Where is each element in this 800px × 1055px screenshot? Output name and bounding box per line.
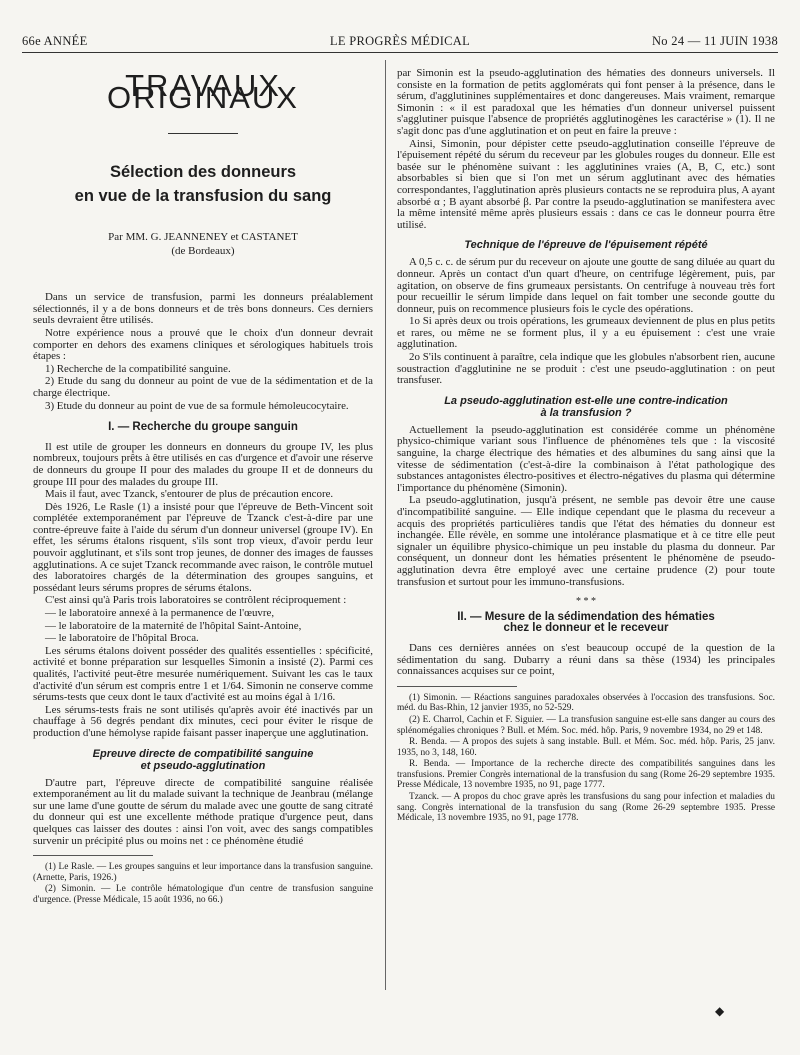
list-item: 3) Etude du donneur au point de vue de sa formule hémoleucocytaire. xyxy=(45,399,349,412)
paragraph: C'est ainsi qu'à Paris trois laboratoires se contrôlent réciproquement : xyxy=(45,594,347,607)
right-column xyxy=(397,68,775,825)
article-title xyxy=(33,160,373,208)
paragraph: Actuellement la pseudo-agglutination est considérée comme un phénomène physico-chimique variant sous l'influence de phénomènes tels que : la viscosité sanguine, la charge électrique des hématies et des albumines du sang ainsi que la vitesse de sédimentation (c'est-à-dire la combinaison à l'état pathologique des substances antagonistes électro-positives et électro-négatives du plasma qui détermine l'importance du phénomène (Simonin). xyxy=(397,423,775,494)
paragraph: Dès 1926, Le Rasle (1) a insisté pour que l'épreuve de Beth-Vincent soit complétée extemporanément par l'épreuve de Tzanck c'est-à-dire par une contre-épreuve faite à l'aide du sérum d'un donneur universel (groupe IV). En effet, les sérums étalons risquent, s'ils sont trop vieux, d'avoir perdu leur pouvoir agglutinant, et s'ils sont trop jeunes, de donner des images de fausses agglutinations. A ce sujet Tzanck recommande avec raison, le contrôle mutuel des laboratoires chargés de la détermination des groupes sanguins, et possédant leurs sérums propres de sérums étalons. xyxy=(33,500,373,594)
paragraph: Dans un service de transfusion, parmi les donneurs préalablement sélectionnés, il y a de bons donneurs et de très bons donneurs. Ces derniers seuls devraient être utilisés. xyxy=(33,291,373,327)
list-item: — le laboratoire de l'hôpital Broca. xyxy=(45,632,199,645)
list-item: 2) Etude du sang du donneur au point de vue de la sédimentation et de la charge électrique. xyxy=(33,375,373,399)
left-column xyxy=(33,60,373,907)
paragraph: Dans ces dernières années on s'est beaucoup occupé de la question de la sédimentation du sang. Dubarry a réuni dans sa thèse (1934) les principales connaissances acquises sur ce point, xyxy=(397,641,775,678)
footnote: (2) E. Charrol, Cachin et F. Siguier. — La transfusion sanguine est-elle sans danger au cours des splénomégalies chroniques ? Bull. et Mém. Soc. méd. hôp. Paris, 9 novembre 1934, no 29 et 148. xyxy=(397,714,775,736)
article-title-line-2: en vue de la transfusion du sang xyxy=(74,187,332,206)
paragraph: Mais il faut, avec Tzanck, s'entourer de plus de précaution encore. xyxy=(45,488,334,501)
affiliation: (de Bordeaux) xyxy=(171,245,235,258)
footnote: (1) Le Rasle. — Les groupes sanguins et leur importance dans la transfusion sanguine. (Arnette, Paris, 1926.) xyxy=(33,862,373,883)
section-heading-line: II. — Mesure de la sédimendation des hématies xyxy=(457,610,715,623)
subheading: Technique de l'épreuve de l'épuisement répété xyxy=(464,239,708,252)
list-item: — le laboratoire annexé à la permanence de l'œuvre, xyxy=(45,607,275,620)
section-heading xyxy=(397,612,775,635)
footnote: R. Benda. — A propos des sujets à sang instable. Bull. et Mém. Soc. méd. hôp. Paris, 25 janv. 1935, no 3, 148, 160. xyxy=(397,737,775,758)
section-stars: * * * xyxy=(576,596,596,608)
authors xyxy=(33,230,373,258)
footnote: (1) Simonin. — Réactions sanguines paradoxales observées à l'occasion des transfusions. Soc. méd. du Bas-Rhin, 12 janvier 1935, no 52-529. xyxy=(397,692,775,714)
end-diamond-icon: ◆ xyxy=(715,1004,725,1018)
list-item: 1) Recherche de la compatibilité sanguine. xyxy=(45,362,231,375)
paragraph: Ainsi, Simonin, pour dépister cette pseudo-agglutination conseille l'épreuve de l'épuisement répété du sérum du receveur par les globules rouges du donneur. Elle est basée sur le phénomène suivant : les agglutinines vraies (A, B, C, etc.) sont absorbables si bien que si l'on met un sérum agglutinant avec des hématies correspondantes, l'agglutination après plusieurs contacts ne se reproduira plus, A ayant absorbé α ; B ayant absorbé β. Par contre la pseudo-agglutination se manifestera avec la même intensité même après plusieurs essais : dans ce cas le donneur pourra être utilisé. xyxy=(397,137,775,231)
authors-line: Par MM. G. JEANNENEY et CASTANET xyxy=(108,231,298,244)
paragraph: par Simonin est la pseudo-agglutination des hématies des donneurs universels. Il consiste en la formation de petits agglomérats qui font penser à la présence, dans le sérum, d'agglutinines supplémentaires et donc dangereuses. Mais vraiment, remarque Simonin : « il est paradoxal que les hématies d'un donneur universel puissent s'agglutiner puisque l'absence de propriétés agglutinogènes les caractérise » (1). Il ne s'agit donc pas d'une agglutination et on peut en faire la preuve : xyxy=(397,67,775,137)
article-title-line-1: Sélection des donneurs xyxy=(109,163,297,182)
section-title: TRAVAUX ORIGINAUX xyxy=(107,68,299,115)
paragraph: Les sérums-tests frais ne sont utilisés qu'après avoir été inactivés par un chauffage à 56 degrés pendant dix minutes, ceci pour éviter le risque de production d'une hémolyse rapide faisant passer inaperçue une agglutination. xyxy=(33,703,373,739)
header-rule xyxy=(22,52,778,53)
subheading-line: et pseudo-agglutination xyxy=(140,759,266,772)
paragraph: La pseudo-agglutination, jusqu'à présent, ne semble pas devoir être une cause d'incompatibilité sanguine. — Elle indique cependant que le plasma du receveur a acquis des propriétés particulières tandis que l'état des hématies du donneur est inchangée. Elle révèle, en somme une intolérance plasmatique et à ce titre elle peut signaler un équilibre physico-chimique un peu instable du plasma du donneur. Par conséquent, un donneur dont les hématies présentent le phénomène de pseudo-agglutination devra être employé avec une certaine prudence (2) pour toute transfusion et surtout pour les immuno-transfusions. xyxy=(397,494,775,588)
subheading xyxy=(397,395,775,419)
header-issue: No 24 — 11 JUIN 1938 xyxy=(651,34,778,48)
paragraph: 1o Si après deux ou trois opérations, les grumeaux deviennent de plus en plus petits et rares, ou même ne se forment plus, il y a eu épuisement : c'est une vraie agglutination. xyxy=(397,315,775,351)
title-separator xyxy=(168,133,238,134)
subheading-line: Epreuve directe de compatibilité sanguine xyxy=(92,747,314,760)
footnote: Tzanck. — A propos du choc grave après les transfusions du sang pour infection et maladies du sang. Congrès international de la transfusion du sang (Rome 26-29 septembre 1935. Presse Médicale, 13 novembre 1935, no 91, page 1778. xyxy=(397,792,775,824)
footnote-rule xyxy=(33,855,153,856)
paragraph: Notre expérience nous a prouvé que le choix d'un donneur devrait comporter en dehors des examens cliniques et sérologiques habituels trois étapes : xyxy=(33,326,373,363)
running-header xyxy=(22,34,778,50)
paragraph: 2o S'ils continuent à paraître, cela indique que les globules n'absorbent rien, aucune soustraction d'agglutinine ne se produit : c'est une pseudo-agglutination : on peut transfuser. xyxy=(397,351,775,387)
header-journal: LE PROGRÈS MÉDICAL xyxy=(329,34,471,48)
section-heading: I. — Recherche du groupe sanguin xyxy=(108,421,298,434)
paragraph: D'autre part, l'épreuve directe de compatibilité sanguine réalisée extemporanément au lit du malade suivant la technique de Jeanbrau (mélange sur une lame d'une goutte de sérum du malade avec une goutte de sang citraté du donneur qui est une excellente méthode pratique d'urgence peut, dans quelques cas laisser des doutes : ainsi l'on voit, avec des sangs compatibles survenir un précipité plus ou moins net : ce phénomène étudié xyxy=(33,776,373,847)
list-item: — le laboratoire de la maternité de l'hôpital Saint-Antoine, xyxy=(45,619,302,632)
footnote-rule xyxy=(397,686,517,687)
paragraph: Les sérums étalons doivent posséder des qualités essentielles : spécificité, activité et bonne préparation sur lesquelles Simonin a insisté (2). Parmi ces qualités, l'activité peut-être mesurée numériquement. Suivant les cas le taux d'activité d'un sérum est compris entre 1 et 1/64. Simonin ne conserve comme sérums-tests que ceux dont le taux d'activité est au moins égal à 1/16. xyxy=(33,644,373,704)
subheading xyxy=(33,748,373,772)
footnote: (2) Simonin. — Le contrôle hématologique d'un centre de transfusion sanguine d'urgence. (Presse Médicale, 15 août 1936, no 66.) xyxy=(33,884,373,905)
paragraph: A 0,5 c. c. de sérum pur du receveur on ajoute une goutte de sang diluée au quart du donneur. Après un contact d'un quart d'heure, on centrifuge légèrement, puis, par agitation, on observe de fins grumeaux persistants. On centrifuge à nouveau très fort pour recueillir le sérum limpide dans lequel on fait tomber une seconde goutte du donneur, puis on recommence plusieurs fois le cycle des opérations. xyxy=(397,256,775,315)
footnote: R. Benda. — Importance de la recherche directe des compatibilités sanguines dans les transfusions. Premier Congrès international de la transfusion du sang (Rome 26-29 septembre 1935. Presse Médicale, 13 novembre 1935, no 91, page 1777. xyxy=(397,759,775,791)
header-year: 66e ANNÉE xyxy=(22,34,88,48)
section-heading-line: chez le donneur et le receveur xyxy=(503,622,669,635)
subheading-line: La pseudo-agglutination est-elle une contre-indication xyxy=(444,394,728,407)
column-divider xyxy=(385,60,386,990)
subheading-line: à la transfusion ? xyxy=(540,406,632,419)
paragraph: Il est utile de grouper les donneurs en donneurs du groupe IV, les plus nombreux, toujours prêts à être utilisés en cas d'urgence et d'avoir une réserve de donneurs du groupe II pour des malades du groupe II et de donneurs du groupe III pour des malades du groupe III. xyxy=(33,440,373,488)
